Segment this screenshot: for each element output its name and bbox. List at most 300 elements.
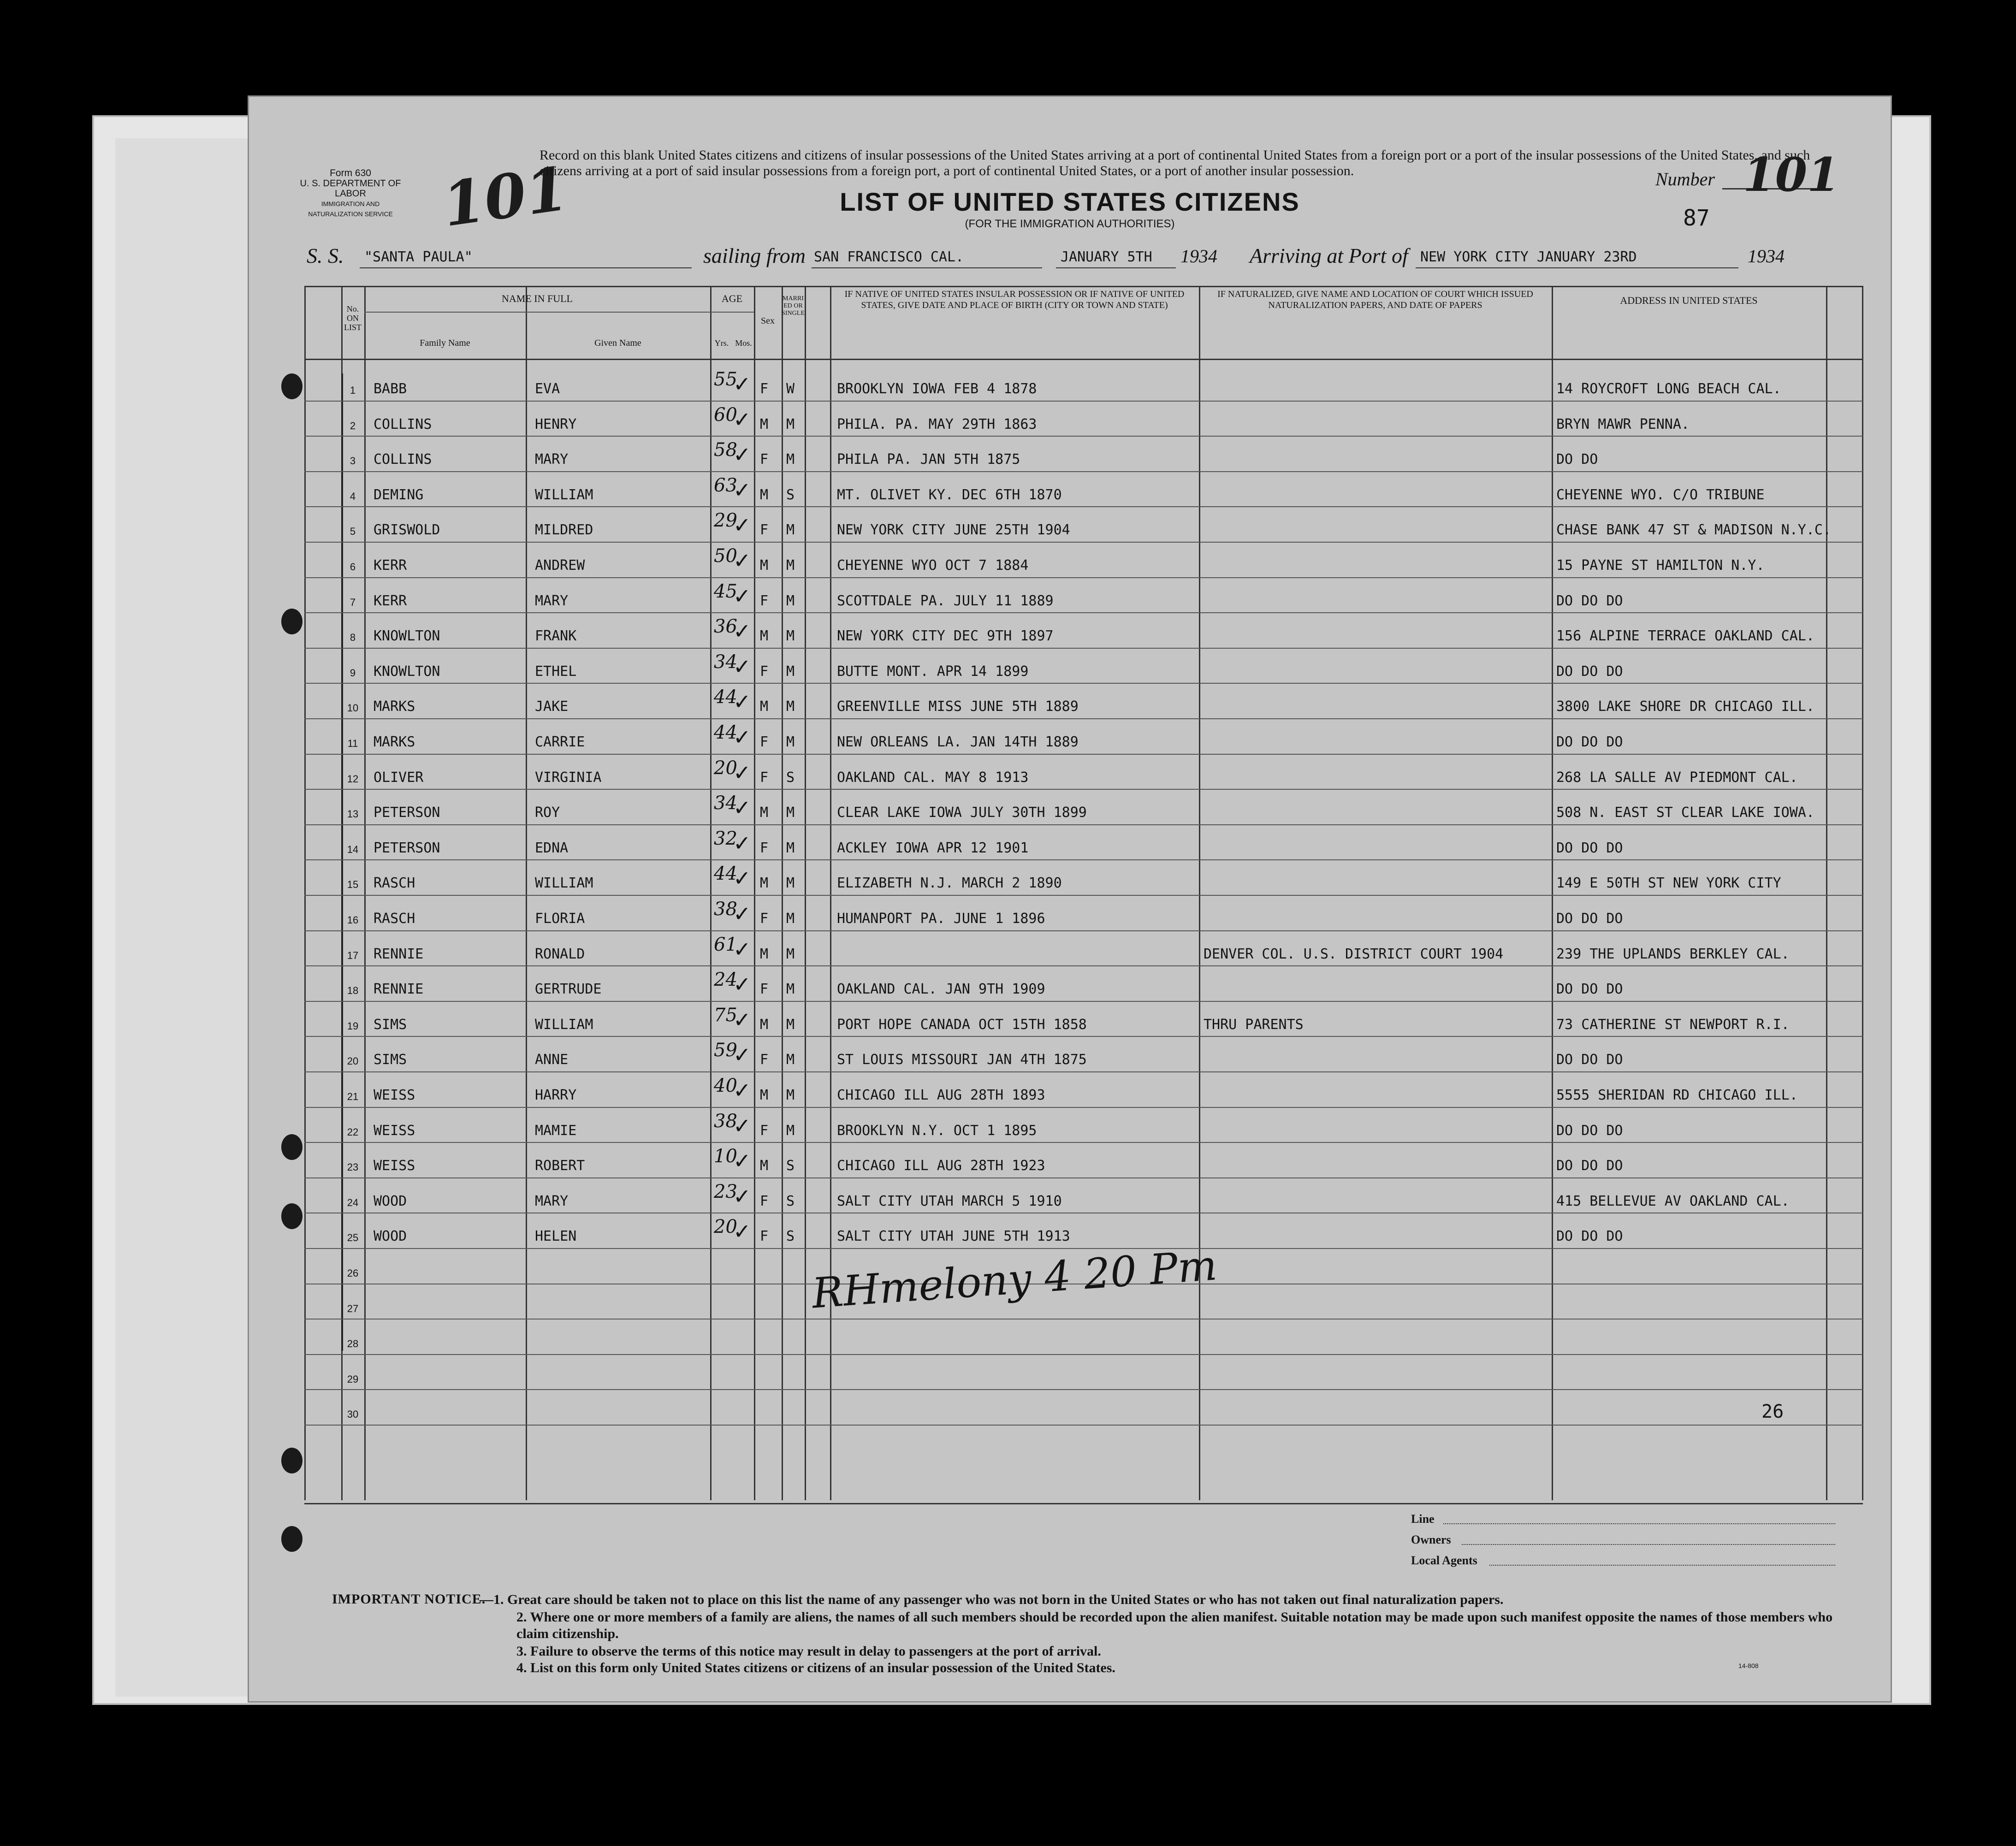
table-row [304, 827, 1863, 863]
cell-sex: F [760, 840, 769, 856]
cell-no: 30 [347, 1408, 359, 1420]
cell-addr: 239 THE UPLANDS BERKLEY CAL. [1556, 946, 1790, 962]
cell-sex: M [760, 628, 769, 645]
line-field [1443, 1523, 1835, 1524]
sailing-from-underline [812, 267, 1042, 268]
cell-age: 58 [714, 439, 737, 461]
check-mark-icon: ✓ [733, 1183, 751, 1209]
cell-addr: CHEYENNE WYO. C/O TRIBUNE [1556, 486, 1765, 503]
header-address: ADDRESS IN UNITED STATES [1620, 295, 1758, 306]
cell-birth: BROOKLYN N.Y. OCT 1 1895 [837, 1122, 1037, 1139]
cell-sex: F [760, 734, 769, 750]
cell-age: 45 [714, 580, 737, 602]
header-top-rule [304, 286, 1863, 287]
cell-birth: BUTTE MONT. APR 14 1899 [837, 663, 1029, 680]
table-row [304, 1357, 1863, 1392]
table-row [304, 368, 1863, 403]
cell-no: 21 [347, 1091, 359, 1102]
cell-family: MARKS [374, 698, 415, 715]
number-value: 101 [1743, 148, 1839, 202]
ship-name-underline [360, 267, 692, 268]
cell-sex: M [760, 1016, 769, 1033]
cell-family: PETERSON [374, 805, 440, 821]
cell-age: 24 [714, 969, 737, 991]
cell-birth: NEW YORK CITY DEC 9TH 1897 [837, 628, 1054, 645]
cell-age: 20 [714, 1216, 737, 1238]
cell-ms: M [786, 416, 795, 432]
cell-addr: DO DO [1556, 451, 1598, 468]
passenger-table [304, 286, 1863, 1500]
name-subheader-rule [364, 312, 710, 313]
cell-ms: M [786, 840, 795, 856]
table-row [304, 721, 1863, 757]
cell-birth: PORT HOPE CANADA OCT 15TH 1858 [837, 1016, 1087, 1033]
table-row [304, 1039, 1863, 1074]
cell-given: WILLIAM [535, 1016, 593, 1033]
cell-age: 36 [714, 616, 737, 638]
cell-no: 10 [347, 702, 359, 714]
cell-ms: M [786, 734, 795, 750]
cell-addr: DO DO DO [1556, 840, 1623, 856]
cell-sex: M [760, 486, 769, 503]
cell-family: KERR [374, 557, 407, 574]
owners-field [1462, 1544, 1835, 1545]
cell-ms: M [786, 451, 795, 468]
header-family-name: Family Name [420, 338, 470, 348]
cell-sex: F [760, 1052, 769, 1068]
cell-given: MARY [535, 592, 569, 609]
cell-age: 60 [714, 404, 737, 426]
cell-birth: NEW ORLEANS LA. JAN 14TH 1889 [837, 734, 1079, 750]
cell-no: 6 [350, 561, 356, 573]
cell-birth: ELIZABETH N.J. MARCH 2 1890 [837, 875, 1062, 892]
table-row [304, 757, 1863, 792]
cell-sex: M [760, 557, 769, 574]
table-row [304, 933, 1863, 969]
cell-age: 38 [714, 1110, 737, 1132]
check-mark-icon: ✓ [733, 760, 751, 785]
cell-ms: M [786, 1122, 795, 1139]
footer-rule [304, 1503, 1863, 1504]
check-mark-icon: ✓ [733, 1113, 751, 1138]
cell-no: 17 [347, 949, 359, 961]
cell-addr: 508 N. EAST ST CLEAR LAKE IOWA. [1556, 805, 1814, 821]
table-row [304, 1074, 1863, 1110]
cell-family: WEISS [374, 1158, 415, 1174]
cell-age: 55 [714, 369, 737, 390]
cell-ms: M [786, 698, 795, 715]
cell-sex: F [760, 769, 769, 786]
cell-family: RENNIE [374, 946, 424, 962]
page-title: LIST OF UNITED STATES CITIZENS [840, 187, 1300, 216]
cell-age: 34 [714, 793, 737, 814]
owners-label: Owners [1411, 1533, 1451, 1546]
form-footer [249, 1503, 1891, 1697]
header-months: Mos. [735, 338, 752, 348]
cell-age: 44 [714, 722, 737, 743]
notice-2: 2. Where one or more members of a family are aliens, the names of all such members should be recorded upon the alien manifest. Suitable notation may be made upon such manifest opposite the names of those members who claim citizenship. [516, 1609, 1833, 1641]
cell-no: 24 [347, 1196, 359, 1208]
cell-no: 20 [347, 1055, 359, 1067]
cell-age: 63 [714, 474, 737, 496]
notice-1: —1. Great care should be taken not to place on this list the name of any passenger who was not born in the United States or who has not taken out final naturalization papers. [480, 1592, 1504, 1607]
cell-birth: HUMANPORT PA. JUNE 1 1896 [837, 911, 1045, 927]
local-agents-label: Local Agents [1411, 1554, 1477, 1567]
cell-given: HELEN [535, 1228, 577, 1245]
cell-no: 2 [350, 420, 356, 432]
sailing-from-label: sailing from [703, 244, 806, 267]
cell-addr: DO DO DO [1556, 592, 1623, 609]
check-mark-icon: ✓ [733, 1007, 751, 1032]
cell-age: 75 [714, 1004, 737, 1026]
cell-ms: M [786, 557, 795, 574]
cell-family: KERR [374, 592, 407, 609]
cell-family: MARKS [374, 734, 415, 750]
cell-addr: 5555 SHERIDAN RD CHICAGO ILL. [1556, 1087, 1798, 1103]
cell-no: 7 [350, 596, 356, 608]
cell-family: KNOWLTON [374, 628, 440, 645]
table-row [304, 968, 1863, 1004]
cell-ms: M [786, 805, 795, 821]
cell-given: FLORIA [535, 911, 585, 927]
cell-age: 40 [714, 1075, 737, 1096]
cell-sex: F [760, 522, 769, 538]
cell-given: MILDRED [535, 522, 593, 538]
cell-given: VIRGINIA [535, 769, 602, 786]
cell-sex: M [760, 805, 769, 821]
cell-birth: CHICAGO ILL AUG 28TH 1923 [837, 1158, 1045, 1174]
check-mark-icon: ✓ [733, 442, 751, 467]
cell-addr: CHASE BANK 47 ST & MADISON N.Y.C. [1556, 522, 1832, 538]
cell-sex: F [760, 451, 769, 468]
arriving-label: Arriving at Port of [1250, 244, 1408, 267]
cell-family: COLLINS [374, 416, 432, 432]
form-code: 14-808 [1738, 1662, 1759, 1669]
cell-family: DEMING [374, 486, 424, 503]
cell-birth: SCOTTDALE PA. JULY 11 1889 [837, 592, 1054, 609]
cell-addr: 73 CATHERINE ST NEWPORT R.I. [1556, 1016, 1790, 1033]
header-no-on-list: No. ON LIST [344, 304, 362, 332]
cell-age: 61 [714, 934, 737, 955]
cell-birth: CHICAGO ILL AUG 28TH 1893 [837, 1087, 1045, 1103]
header-given-name: Given Name [594, 338, 641, 348]
cell-sex: F [760, 911, 769, 927]
cell-family: WOOD [374, 1193, 407, 1209]
cell-no: 13 [347, 808, 359, 820]
cell-birth: ST LOUIS MISSOURI JAN 4TH 1875 [837, 1052, 1087, 1068]
check-mark-icon: ✓ [733, 654, 751, 679]
cell-given: EDNA [535, 840, 569, 856]
cell-given: JAKE [535, 698, 569, 715]
cell-addr: 3800 LAKE SHORE DR CHICAGO ILL. [1556, 698, 1814, 715]
punch-hole [281, 1526, 302, 1552]
signature: RHmelony 4 20 Pm [810, 1241, 1219, 1318]
cell-nat: THRU PARENTS [1204, 1016, 1304, 1033]
header-married-single: MARRIED OR SINGLE [782, 295, 805, 317]
cell-ms: M [786, 981, 795, 998]
cell-addr: 149 E 50TH ST NEW YORK CITY [1556, 875, 1781, 892]
sailing-from: SAN FRANCISCO CAL. [814, 249, 964, 265]
cell-addr: 415 BELLEVUE AV OAKLAND CAL. [1556, 1193, 1790, 1209]
cell-given: FRANK [535, 628, 577, 645]
sailing-date: JANUARY 5TH [1061, 249, 1152, 265]
table-row [304, 1004, 1863, 1039]
cell-sex: F [760, 1122, 769, 1139]
cell-no: 25 [347, 1232, 359, 1244]
cell-birth: NEW YORK CITY JUNE 25TH 1904 [837, 522, 1070, 538]
local-agents-field [1489, 1565, 1835, 1566]
line-label: Line [1411, 1512, 1435, 1526]
cell-ms: S [786, 1193, 795, 1209]
table-row [304, 474, 1863, 509]
check-mark-icon: ✓ [733, 407, 751, 432]
table-row [304, 615, 1863, 651]
cell-given: RONALD [535, 946, 585, 962]
sailing-date-underline [1056, 267, 1176, 268]
cell-given: EVA [535, 381, 560, 397]
cell-sex: F [760, 663, 769, 680]
cell-no: 5 [350, 526, 356, 538]
department: U. S. DEPARTMENT OF LABOR [300, 178, 401, 199]
cell-no: 12 [347, 773, 359, 785]
cell-no: 8 [350, 632, 356, 644]
check-mark-icon: ✓ [733, 1042, 751, 1068]
cell-sex: M [760, 698, 769, 715]
check-mark-icon: ✓ [733, 619, 751, 644]
cell-ms: M [786, 522, 795, 538]
cell-birth: OAKLAND CAL. JAN 9TH 1909 [837, 981, 1045, 998]
ship-name: "SANTA PAULA" [364, 249, 473, 265]
header-bottom-rule [304, 359, 1863, 360]
punch-hole [281, 373, 302, 399]
table-row [304, 1392, 1863, 1427]
cell-addr: BRYN MAWR PENNA. [1556, 416, 1690, 432]
cell-ms: M [786, 628, 795, 645]
check-mark-icon: ✓ [733, 1148, 751, 1174]
header-birth: IF NATIVE OF UNITED STATES INSULAR POSSESSION OR IF NATIVE OF UNITED STATES, GIVE DATE AND PLACE OF BIRTH (CITY OR TOWN AND STATE) [844, 289, 1185, 310]
table-row [304, 403, 1863, 439]
cell-addr: DO DO DO [1556, 1052, 1623, 1068]
check-mark-icon: ✓ [733, 1078, 751, 1103]
table-row [304, 898, 1863, 933]
cell-given: WILLIAM [535, 875, 593, 892]
cell-sex: M [760, 875, 769, 892]
table-row [304, 862, 1863, 898]
cell-age: 29 [714, 510, 737, 532]
cell-birth: ACKLEY IOWA APR 12 1901 [837, 840, 1029, 856]
check-mark-icon: ✓ [733, 795, 751, 821]
cell-sex: M [760, 946, 769, 962]
cell-age: 20 [714, 757, 737, 779]
cell-sex: F [760, 1193, 769, 1209]
table-row [304, 1180, 1863, 1216]
cell-ms: S [786, 1158, 795, 1174]
sailing-year: 1934 [1180, 246, 1217, 266]
cell-ms: M [786, 875, 795, 892]
cell-birth: CHEYENNE WYO OCT 7 1884 [837, 557, 1029, 574]
cell-no: 23 [347, 1161, 359, 1173]
cell-nat: DENVER COL. U.S. DISTRICT COURT 1904 [1204, 946, 1504, 962]
arrival-port-date: NEW YORK CITY JANUARY 23RD [1420, 249, 1637, 265]
check-mark-icon: ✓ [733, 830, 751, 856]
punch-hole [281, 1203, 302, 1229]
cell-given: MARY [535, 1193, 569, 1209]
cell-no: 27 [347, 1302, 359, 1314]
cell-given: ANDREW [535, 557, 585, 574]
table-row [304, 509, 1863, 544]
cell-age: 50 [714, 545, 737, 567]
table-row [304, 1110, 1863, 1145]
cell-birth: BROOKLYN IOWA FEB 4 1878 [837, 381, 1037, 397]
cell-birth: GREENVILLE MISS JUNE 5TH 1889 [837, 698, 1079, 715]
header-years: Yrs. [714, 338, 729, 348]
arrival-underline [1416, 267, 1738, 268]
cell-no: 3 [350, 455, 356, 467]
cell-family: GRISWOLD [374, 522, 440, 538]
cell-age: 38 [714, 899, 737, 920]
cell-given: ETHEL [535, 663, 577, 680]
cell-age: 59 [714, 1040, 737, 1061]
cell-birth: MT. OLIVET KY. DEC 6TH 1870 [837, 486, 1062, 503]
cell-family: PETERSON [374, 840, 440, 856]
cell-addr: DO DO DO [1556, 1122, 1623, 1139]
notice-3: 3. Failure to observe the terms of this notice may result in delay to passengers at the port of arrival. [516, 1644, 1101, 1659]
cell-family: RENNIE [374, 981, 424, 998]
cell-age: 44 [714, 863, 737, 885]
cell-ms: M [786, 1087, 795, 1103]
cell-age: 34 [714, 651, 737, 673]
cell-no: 19 [347, 1020, 359, 1032]
cell-sex: F [760, 1228, 769, 1245]
cell-addr: DO DO DO [1556, 734, 1623, 750]
cell-addr: DO DO DO [1556, 1158, 1623, 1174]
table-row [304, 792, 1863, 827]
check-mark-icon: ✓ [733, 689, 751, 715]
check-mark-icon: ✓ [733, 548, 751, 573]
cell-age: 44 [714, 686, 737, 708]
cell-given: ROBERT [535, 1158, 585, 1174]
cell-ms: S [786, 1228, 795, 1245]
header-name-in-full: NAME IN FULL [502, 293, 573, 304]
cell-age: 10 [714, 1146, 737, 1167]
cell-addr: 268 LA SALLE AV PIEDMONT CAL. [1556, 769, 1798, 786]
notice-4: 4. List on this form only United States citizens or citizens of an insular possession of the United States. [516, 1660, 1115, 1675]
cell-birth: OAKLAND CAL. MAY 8 1913 [837, 769, 1029, 786]
cell-addr: DO DO DO [1556, 663, 1623, 680]
number-label: Number [1655, 169, 1715, 189]
cell-family: KNOWLTON [374, 663, 440, 680]
manifest-sheet [249, 97, 1891, 1701]
cell-sex: F [760, 381, 769, 397]
notice-heading: IMPORTANT NOTICE. [332, 1592, 486, 1607]
cell-ms: M [786, 911, 795, 927]
header-sex: Sex [761, 316, 775, 326]
header-naturalized: IF NATURALIZED, GIVE NAME AND LOCATION OF COURT WHICH ISSUED NATURALIZATION PAPERS, AND DATE OF PAPERS [1217, 289, 1533, 310]
table-row [304, 651, 1863, 686]
cell-no: 11 [347, 738, 358, 749]
cell-birth: CLEAR LAKE IOWA JULY 30TH 1899 [837, 805, 1087, 821]
cell-given: HARRY [535, 1087, 577, 1103]
check-mark-icon: ✓ [733, 477, 751, 503]
cell-no: 26 [347, 1267, 359, 1279]
cell-given: MARY [535, 451, 569, 468]
cell-given: WILLIAM [535, 486, 593, 503]
table-row [304, 544, 1863, 580]
check-mark-icon: ✓ [733, 513, 751, 538]
cell-sex: M [760, 416, 769, 432]
voyage-line [249, 243, 1891, 271]
punch-hole [281, 1134, 302, 1160]
table-row [304, 1145, 1863, 1180]
cell-family: BABB [374, 381, 407, 397]
cell-addr: 14 ROYCROFT LONG BEACH CAL. [1556, 381, 1781, 397]
cell-addr: 156 ALPINE TERRACE OAKLAND CAL. [1556, 628, 1814, 645]
total-count: 26 [1761, 1401, 1784, 1423]
cell-family: SIMS [374, 1052, 407, 1068]
table-row [304, 580, 1863, 615]
stamped-number: 87 [1683, 205, 1710, 231]
cell-ms: M [786, 663, 795, 680]
cell-ms: S [786, 486, 795, 503]
cell-sex: F [760, 981, 769, 998]
check-mark-icon: ✓ [733, 972, 751, 997]
punch-hole [281, 1448, 302, 1473]
check-mark-icon: ✓ [733, 1219, 751, 1244]
cell-addr: DO DO DO [1556, 911, 1623, 927]
cell-family: SIMS [374, 1016, 407, 1033]
arrival-year: 1934 [1748, 246, 1785, 266]
cell-family: RASCH [374, 911, 415, 927]
cell-sex: M [760, 1087, 769, 1103]
cell-given: ROY [535, 805, 560, 821]
punch-hole [281, 609, 302, 634]
cell-ms: S [786, 769, 795, 786]
header-age: AGE [721, 293, 743, 304]
cell-family: WOOD [374, 1228, 407, 1245]
form-instructions: Record on this blank United States citizens and citizens of insular possessions of the United States arriving at a port of continental United States from a foreign port or a port of the insular possessions of the United States, and such citizens arriving at a port of said insular possessions from a foreign port, a port of continental United States, or a port of another insular possession. [540, 148, 1810, 178]
table-row [304, 438, 1863, 474]
cell-age: 23 [714, 1181, 737, 1202]
cell-birth: PHILA PA. JAN 5TH 1875 [837, 451, 1020, 468]
cell-birth: SALT CITY UTAH MARCH 5 1910 [837, 1193, 1062, 1209]
check-mark-icon: ✓ [733, 936, 751, 962]
cell-no: 18 [347, 985, 359, 997]
cell-given: CARRIE [535, 734, 585, 750]
cell-no: 16 [347, 914, 359, 926]
cell-family: WEISS [374, 1087, 415, 1103]
table-row [304, 686, 1863, 721]
cell-no: 1 [350, 385, 356, 396]
cell-no: 29 [347, 1373, 359, 1385]
cell-addr: DO DO DO [1556, 1228, 1623, 1245]
cell-no: 4 [350, 490, 356, 502]
check-mark-icon: ✓ [733, 901, 751, 926]
table-row [304, 1321, 1863, 1357]
cell-given: MAMIE [535, 1122, 577, 1139]
cell-addr: 15 PAYNE ST HAMILTON N.Y. [1556, 557, 1765, 574]
cell-no: 14 [347, 843, 359, 855]
cell-given: GERTRUDE [535, 981, 602, 998]
cell-ms: M [786, 1016, 795, 1033]
cell-no: 15 [347, 879, 359, 891]
check-mark-icon: ✓ [733, 583, 751, 609]
check-mark-icon: ✓ [733, 372, 751, 396]
cell-age: 32 [714, 828, 737, 849]
cell-sex: F [760, 592, 769, 609]
check-mark-icon: ✓ [733, 866, 751, 891]
service: IMMIGRATION AND NATURALIZATION SERVICE [308, 200, 393, 218]
cell-addr: DO DO DO [1556, 981, 1623, 998]
